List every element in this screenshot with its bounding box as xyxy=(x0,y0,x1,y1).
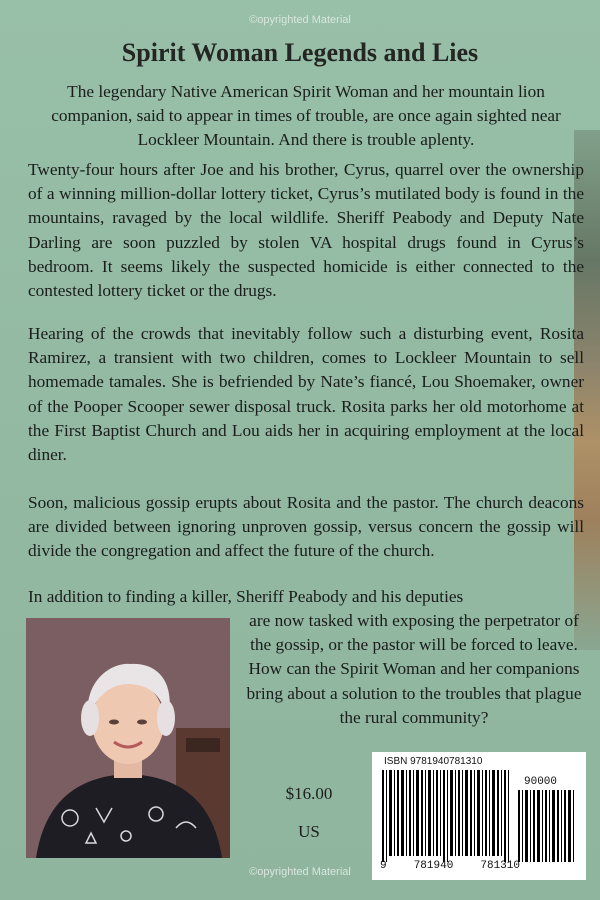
watermark-bottom: ©opyrighted Material xyxy=(249,866,351,878)
currency: US xyxy=(298,822,320,841)
isbn-digit-group-2: 781310 xyxy=(480,860,520,872)
blurb-paragraph-4: Soon, malicious gossip erupts about Rosita and the pastor. The church deacons are divided between ignoring unproven gossip, versus concern the gossip will divide the congregation and affect the future of the church. xyxy=(28,493,584,561)
blurb-paragraph-3: Hearing of the crowds that inevitably follow such a disturbing event, Rosita Ramirez, a transient with two children, comes to Lockleer Mountain to sell homemade tamales. She is befriended by Nate’s fiancé, Lou Shoemaker, owner of the Pooper Scooper sewer disposal truck. Rosita parks her old motorhome at the First Baptist Church and Lou aids her in acquiring employment at the local diner. xyxy=(28,324,584,465)
book-title: Spirit Woman Legends and Lies xyxy=(121,38,479,67)
author-photo xyxy=(26,618,230,858)
isbn-digit-group-1: 781940 xyxy=(413,860,454,872)
blurb-paragraph-5-wrap: are now tasked with exposing the perpetrator of the gossip, or the pastor will be forced to leave. How can the Spirit Woman and her companions bring about a solution to the troubles that plague the rural community? xyxy=(246,611,582,727)
blurb-paragraph-5-lead: In addition to finding a killer, Sheriff Peabody and his deputies xyxy=(28,587,464,606)
isbn-label: ISBN 9781940781310 xyxy=(384,756,483,767)
blurb-paragraph-2: Twenty-four hours after Joe and his brother, Cyrus, quarrel over the ownership of a winning million-dollar lottery ticket, Cyrus’s mutilated body is found in the mountains, ravaged by the local wildlife. Sheriff Peabody and Deputy Nate Darling are soon puzzled by stolen VA hospital drugs found in Cyrus’s bedroom. It seems likely the suspected homicide is either connected to the contested lottery ticket or the drugs. xyxy=(28,160,584,301)
isbn-digit-prefix: 9 xyxy=(380,860,387,872)
author-portrait-illustration xyxy=(26,618,230,858)
watermark-top: ©opyrighted Material xyxy=(249,14,351,26)
price: $16.00 xyxy=(285,784,333,803)
barcode-price-code: 90000 xyxy=(524,776,558,788)
blurb-paragraph-1: The legendary Native American Spirit Woman and her mountain lion companion, said to appear in times of trouble, are once again sighted near Lockleer Mountain. And there is trouble aplenty. xyxy=(51,82,561,150)
isbn-barcode-block xyxy=(372,752,586,880)
